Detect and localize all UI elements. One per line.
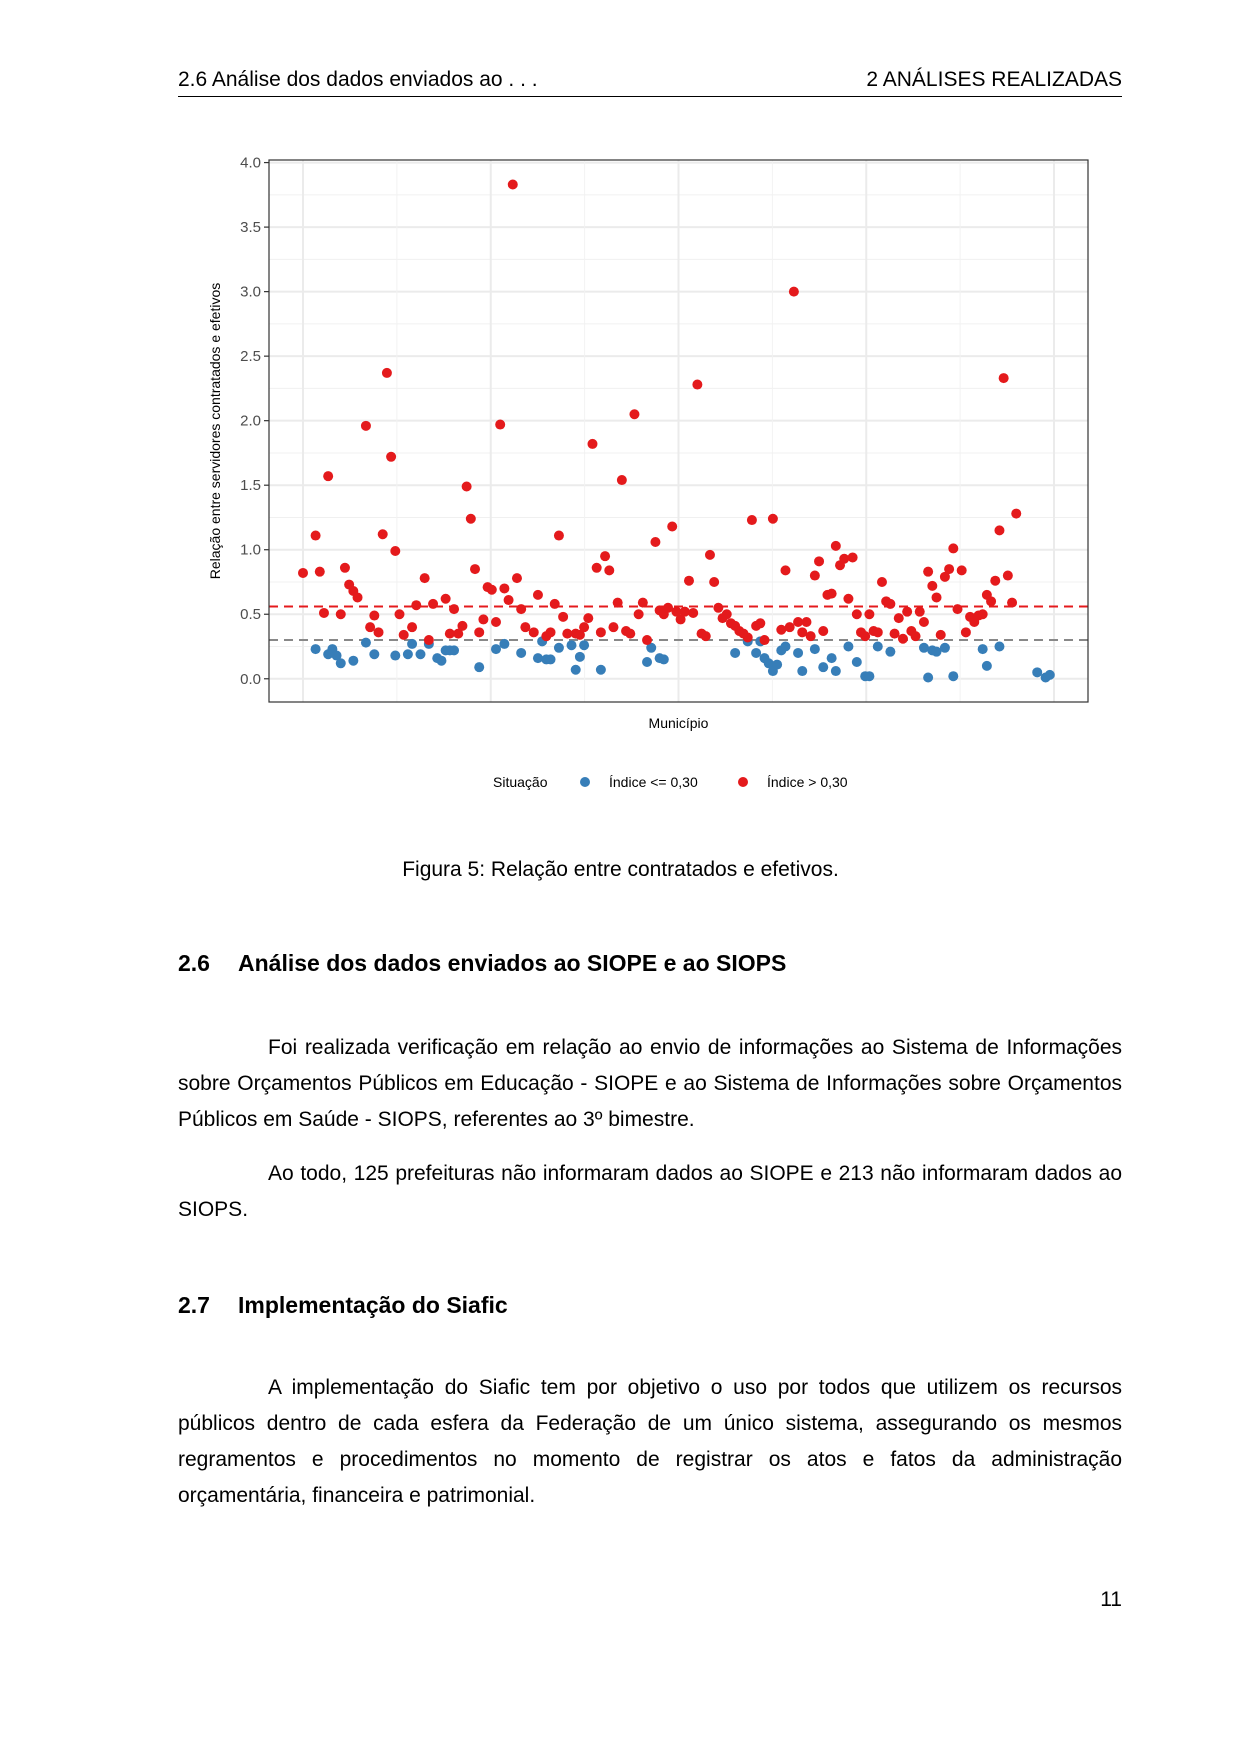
data-point-high — [361, 421, 371, 431]
data-point-high — [852, 609, 862, 619]
page-number: 11 — [1100, 1588, 1122, 1611]
data-point-high — [919, 617, 929, 627]
data-point-high — [390, 546, 400, 556]
data-point-high — [994, 525, 1004, 535]
data-point-low — [978, 644, 988, 654]
data-point-high — [680, 607, 690, 617]
y-tick-label: 1.0 — [240, 541, 261, 559]
data-point-high — [743, 632, 753, 642]
data-point-high — [814, 556, 824, 566]
scatter-chart — [178, 140, 1122, 820]
data-point-low — [818, 662, 828, 672]
data-point-low — [982, 661, 992, 671]
data-point-low — [403, 649, 413, 659]
data-point-high — [420, 573, 430, 583]
data-point-high — [713, 603, 723, 613]
data-point-high — [911, 631, 921, 641]
data-point-low — [579, 640, 589, 650]
data-point-high — [768, 514, 778, 524]
data-point-high — [785, 622, 795, 632]
data-point-high — [491, 617, 501, 627]
data-point-high — [512, 573, 522, 583]
data-point-high — [470, 564, 480, 574]
section-heading-2-6 — [178, 950, 786, 977]
data-point-high — [902, 607, 912, 617]
data-point-low — [852, 657, 862, 667]
data-point-high — [650, 537, 660, 547]
data-point-low — [1032, 667, 1042, 677]
y-tick-label: 2.0 — [240, 412, 261, 430]
data-point-high — [495, 420, 505, 430]
data-point-high — [369, 611, 379, 621]
data-point-high — [386, 452, 396, 462]
data-point-low — [797, 666, 807, 676]
data-point-high — [613, 598, 623, 608]
data-point-high — [382, 368, 392, 378]
data-point-high — [604, 565, 614, 575]
section-title: Análise dos dados enviados ao SIOPE e ao SIOPS — [238, 950, 787, 976]
data-point-high — [642, 635, 652, 645]
data-point-high — [617, 475, 627, 485]
data-point-high — [378, 529, 388, 539]
data-point-high — [860, 631, 870, 641]
data-point-low — [546, 654, 556, 664]
legend-marker-high — [738, 777, 748, 787]
data-point-high — [1003, 571, 1013, 581]
y-tick-label: 1.5 — [240, 477, 261, 495]
data-point-low — [474, 662, 484, 672]
data-point-high — [986, 596, 996, 606]
data-point-high — [848, 552, 858, 562]
legend-label-low: Índice <= 0,30 — [609, 774, 698, 790]
data-point-low — [751, 648, 761, 658]
data-point-high — [323, 471, 333, 481]
data-point-low — [827, 653, 837, 663]
data-point-high — [961, 627, 971, 637]
data-point-high — [722, 609, 732, 619]
data-point-high — [827, 589, 837, 599]
section-heading-2-7 — [178, 1292, 508, 1319]
y-axis — [240, 155, 269, 688]
data-point-high — [478, 614, 488, 624]
data-point-low — [533, 653, 543, 663]
data-point-high — [608, 622, 618, 632]
legend — [493, 774, 848, 790]
data-point-high — [780, 565, 790, 575]
data-point-high — [684, 576, 694, 586]
data-point-high — [634, 609, 644, 619]
data-point-low — [311, 644, 321, 654]
data-point-high — [353, 592, 363, 602]
data-point-high — [898, 634, 908, 644]
figure-5 — [178, 140, 1122, 820]
data-point-low — [793, 648, 803, 658]
data-point-low — [499, 639, 509, 649]
data-point-low — [948, 671, 958, 681]
data-point-high — [520, 622, 530, 632]
data-point-high — [529, 627, 539, 637]
data-point-high — [839, 554, 849, 564]
y-tick-label: 4.0 — [240, 154, 261, 172]
data-point-high — [1011, 509, 1021, 519]
data-point-low — [436, 656, 446, 666]
data-point-low — [491, 644, 501, 654]
data-point-high — [701, 631, 711, 641]
data-point-high — [554, 531, 564, 541]
data-point-high — [667, 521, 677, 531]
data-point-high — [428, 599, 438, 609]
data-point-low — [567, 640, 577, 650]
data-point-high — [705, 550, 715, 560]
data-point-high — [411, 600, 421, 610]
running-header-section: 2.6 Análise dos dados enviados ao . . . — [178, 68, 538, 91]
y-tick-label: 2.5 — [240, 348, 261, 366]
data-point-high — [999, 373, 1009, 383]
data-point-low — [843, 642, 853, 652]
data-point-high — [932, 592, 942, 602]
section-number: 2.7 — [178, 1292, 210, 1318]
running-header — [178, 66, 1122, 97]
data-point-low — [516, 648, 526, 658]
x-axis-label: Município — [648, 715, 709, 731]
running-header-chapter: 2 ANÁLISES REALIZADAS — [866, 68, 1122, 91]
data-point-high — [990, 576, 1000, 586]
data-point-low — [348, 656, 358, 666]
data-point-high — [810, 571, 820, 581]
data-point-high — [516, 604, 526, 614]
data-point-high — [755, 618, 765, 628]
data-point-high — [462, 481, 472, 491]
data-point-high — [953, 604, 963, 614]
data-point-low — [642, 657, 652, 667]
data-point-high — [760, 635, 770, 645]
data-point-high — [600, 551, 610, 561]
data-point-high — [298, 568, 308, 578]
data-point-high — [877, 577, 887, 587]
data-point-high — [1007, 598, 1017, 608]
data-point-low — [554, 643, 564, 653]
data-point-high — [688, 608, 698, 618]
data-point-high — [944, 564, 954, 574]
data-point-high — [533, 590, 543, 600]
data-point-low — [864, 671, 874, 681]
legend-title: Situação — [493, 774, 548, 790]
data-point-high — [407, 622, 417, 632]
data-point-low — [361, 638, 371, 648]
data-point-high — [558, 612, 568, 622]
data-point-high — [466, 514, 476, 524]
data-point-high — [894, 613, 904, 623]
data-point-low — [730, 648, 740, 658]
data-point-high — [789, 287, 799, 297]
data-point-high — [365, 622, 375, 632]
data-point-high — [319, 608, 329, 618]
data-point-high — [885, 599, 895, 609]
data-point-low — [885, 647, 895, 657]
data-point-low — [407, 639, 417, 649]
data-point-low — [873, 642, 883, 652]
data-point-high — [550, 599, 560, 609]
data-point-low — [336, 658, 346, 668]
data-point-high — [474, 627, 484, 637]
data-point-high — [399, 630, 409, 640]
data-point-high — [311, 531, 321, 541]
data-point-high — [579, 622, 589, 632]
data-point-high — [625, 629, 635, 639]
data-point-low — [596, 665, 606, 675]
data-point-low — [831, 666, 841, 676]
paragraph: A implementação do Siafic tem por objetivo o uso por todos que utilizem os recursos públicos dentro de cada esfera da Federação de um único sistema, assegurando os mesmos regramentos e procedimentos no momento de registrar os atos e fatos da administração orçamentária, financeira e patrimonial. — [178, 1376, 1122, 1507]
data-point-high — [449, 604, 459, 614]
data-point-low — [1045, 670, 1055, 680]
data-point-high — [747, 515, 757, 525]
data-point-high — [504, 595, 514, 605]
data-point-low — [923, 672, 933, 682]
data-point-high — [831, 541, 841, 551]
data-point-high — [948, 543, 958, 553]
data-point-low — [780, 642, 790, 652]
section-number: 2.6 — [178, 950, 210, 976]
data-point-high — [441, 594, 451, 604]
data-point-high — [546, 627, 556, 637]
data-point-high — [936, 630, 946, 640]
data-point-high — [957, 565, 967, 575]
legend-label-high: Índice > 0,30 — [767, 774, 848, 790]
data-point-high — [818, 626, 828, 636]
section-title: Implementação do Siafic — [238, 1292, 508, 1318]
data-point-high — [315, 567, 325, 577]
data-point-high — [873, 627, 883, 637]
data-point-high — [638, 598, 648, 608]
data-point-low — [575, 652, 585, 662]
data-point-low — [571, 665, 581, 675]
data-point-high — [592, 563, 602, 573]
y-axis-label: Relação entre servidores contratados e efetivos — [207, 282, 223, 580]
data-point-high — [890, 629, 900, 639]
data-point-low — [994, 642, 1004, 652]
data-point-low — [415, 649, 425, 659]
y-tick-label: 0.0 — [240, 670, 261, 688]
y-tick-label: 3.5 — [240, 219, 261, 237]
data-point-high — [923, 567, 933, 577]
data-point-high — [587, 439, 597, 449]
data-point-high — [374, 627, 384, 637]
data-point-high — [583, 613, 593, 623]
data-point-high — [508, 180, 518, 190]
data-point-low — [390, 651, 400, 661]
data-point-high — [692, 380, 702, 390]
data-point-high — [487, 585, 497, 595]
paragraph: Foi realizada verificação em relação ao envio de informações ao Sistema de Informações sobre Orçamentos Públicos em Educação - SIOPE e ao Sistema de Informações sobre Orçamentos Públicos em Saúde - SIOPS, referentes ao 3º bimestre. — [178, 1036, 1122, 1131]
data-point-high — [340, 563, 350, 573]
data-point-low — [940, 643, 950, 653]
data-point-high — [709, 577, 719, 587]
y-tick-label: 3.0 — [240, 283, 261, 301]
legend-marker-low — [580, 777, 590, 787]
data-point-low — [449, 645, 459, 655]
data-point-low — [772, 660, 782, 670]
data-point-high — [843, 594, 853, 604]
data-point-high — [978, 609, 988, 619]
data-point-high — [864, 609, 874, 619]
data-point-high — [499, 583, 509, 593]
data-point-high — [801, 617, 811, 627]
data-point-low — [369, 649, 379, 659]
data-point-high — [394, 609, 404, 619]
data-point-high — [806, 631, 816, 641]
data-point-high — [596, 627, 606, 637]
data-point-low — [659, 654, 669, 664]
data-point-high — [336, 609, 346, 619]
data-point-low — [810, 644, 820, 654]
paragraph: Ao todo, 125 prefeituras não informaram dados ao SIOPE e 213 não informaram dados ao SIOPS. — [178, 1162, 1122, 1221]
figure-caption: Figura 5: Relação entre contratados e efetivos. — [402, 858, 839, 881]
y-tick-label: 0.5 — [240, 606, 261, 624]
data-point-high — [424, 635, 434, 645]
data-point-high — [457, 621, 467, 631]
data-point-high — [629, 409, 639, 419]
data-point-high — [927, 581, 937, 591]
data-point-high — [915, 607, 925, 617]
